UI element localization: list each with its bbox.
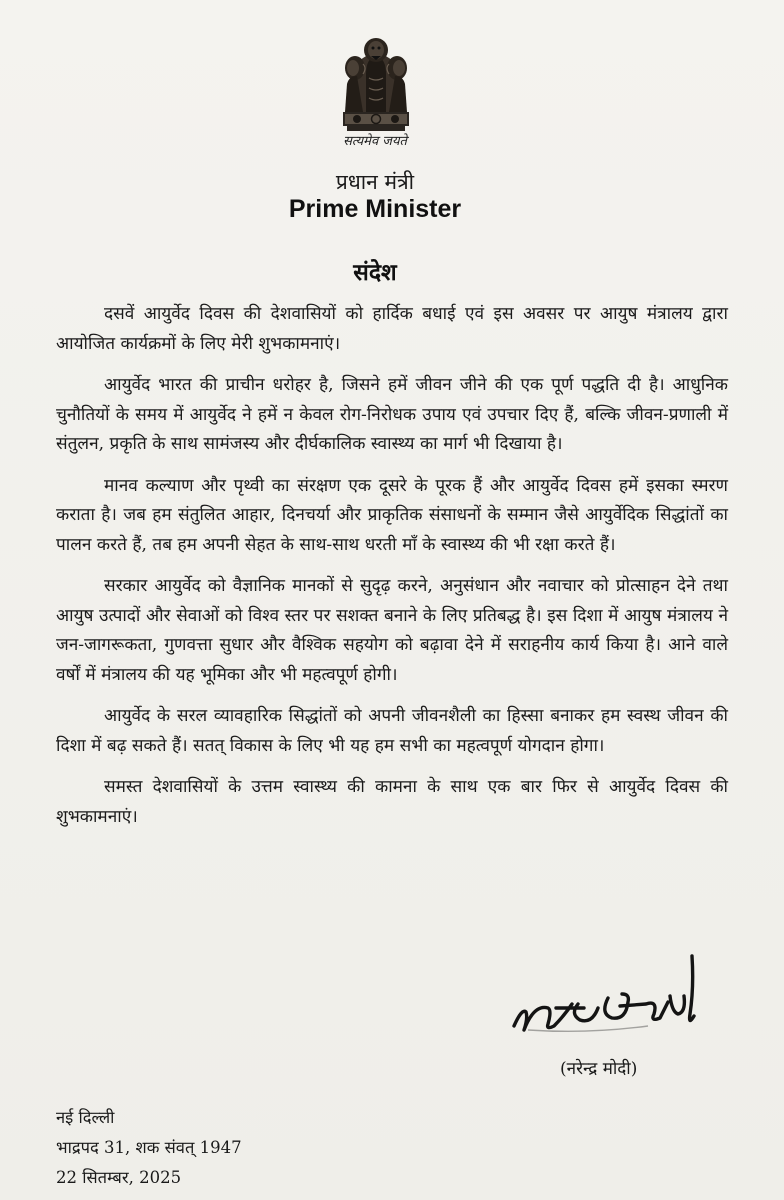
signatory-name: (नरेन्द्र मोदी): [560, 1059, 638, 1079]
office-title-hindi: प्रधान मंत्री: [335, 170, 415, 194]
office-title-english: Prime Minister: [288, 195, 462, 223]
letter-footer: [56, 1103, 456, 1193]
letter-heading: संदेश: [353, 260, 397, 286]
motto: सत्यमेव जयते: [343, 134, 407, 149]
paragraph: आयुर्वेद भारत की प्राचीन धरोहर है, जिसने हमें जीवन जीने की एक पूर्ण पद्धति दी है। आधुनिक चुनौतियों के समय में आयुर्वेद ने हमें न केवल रोग-निरोधक उपाय एवं उपचार दिए हैं, बल्कि जीवन-प्रणाली में संतुलन, प्रकृति के साथ सामंजस्य और दीर्घकालिक स्वास्थ्य का मार्ग भी दिखाया है।: [56, 375, 728, 454]
place: नई दिल्ली: [56, 1108, 115, 1127]
paragraph: दसवें आयुर्वेद दिवस की देशवासियों को हार्दिक बधाई एवं इस अवसर पर आयुष मंत्रालय द्वारा आयोजित कार्यक्रमों के लिए मेरी शुभकामनाएं।: [56, 304, 728, 354]
paragraph: आयुर्वेद के सरल व्यावहारिक सिद्धांतों को अपनी जीवनशैली का हिस्सा बनाकर हम स्वस्थ जीवन की दिशा में बढ़ सकते हैं। सतत् विकास के लिए भी यह हम सभी का महत्वपूर्ण योगदान होगा।: [56, 706, 728, 756]
paragraph: समस्त देशवासियों के उत्तम स्वास्थ्य की कामना के साथ एक बार फिर से आयुर्वेद दिवस की शुभकामनाएं।: [56, 777, 728, 827]
paragraph: सरकार आयुर्वेद को वैज्ञानिक मानकों से सुदृढ़ करने, अनुसंधान और नवाचार को प्रोत्साहन देने तथा आयुष उत्पादों और सेवाओं को विश्व स्तर पर सशक्त बनाने के लिए प्रतिबद्ध है। इस दिशा में आयुष मंत्रालय ने जन-जागरूकता, गुणवत्ता सुधार और वैश्विक सहयोग को बढ़ावा देने में सराहनीय कार्य किया है। आने वाले वर्षों में मंत्रालय की यह भूमिका और भी महत्वपूर्ण होगी।: [56, 576, 728, 685]
date-gregorian: 22 सितम्बर, 2025: [56, 1168, 182, 1187]
handwritten-signature: [508, 938, 726, 1048]
paragraph: मानव कल्याण और पृथ्वी का संरक्षण एक दूसरे के पूरक हैं और आयुर्वेद दिवस हमें इसका स्मरण कराता है। जब हम संतुलित आहार, दिनचर्या और प्राकृतिक संसाधनों के सम्मान जैसे आयुर्वेदिक सिद्धांतों का पालन करते हैं, तब हम अपनी सेहत के साथ-साथ धरती माँ के स्वास्थ्य की भी रक्षा करते हैं।: [56, 475, 729, 555]
letter-body: [56, 300, 728, 832]
date-saka: भाद्रपद 31, शक संवत् 1947: [56, 1138, 242, 1157]
national-emblem-icon: [333, 28, 419, 148]
